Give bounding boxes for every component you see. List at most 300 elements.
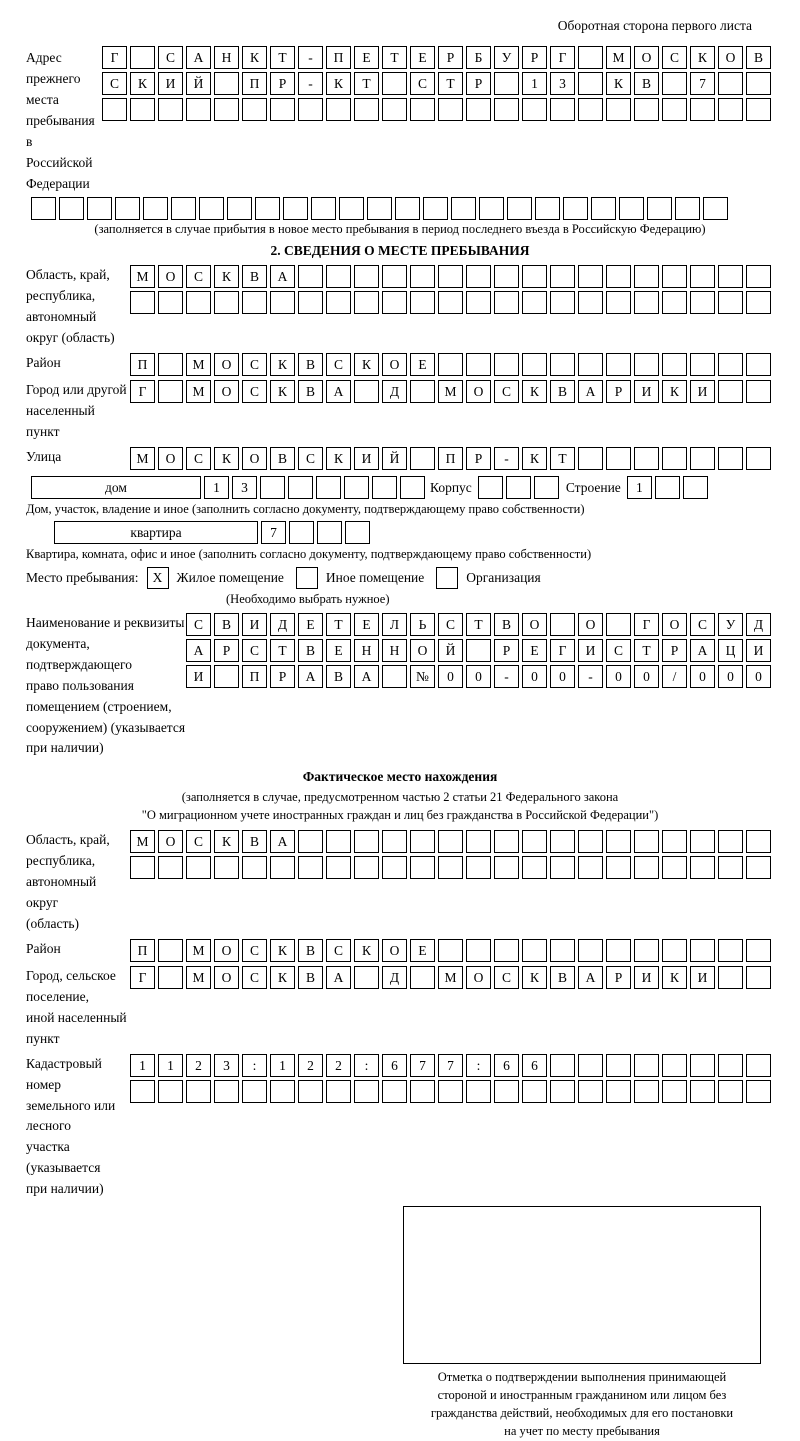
form-cell[interactable] [534, 476, 559, 499]
form-cell[interactable]: Т [270, 46, 295, 69]
form-cell[interactable]: А [578, 966, 603, 989]
form-cell[interactable] [494, 1080, 519, 1103]
form-cell[interactable]: П [242, 72, 267, 95]
form-cell[interactable]: К [130, 72, 155, 95]
form-cell[interactable] [130, 291, 155, 314]
previous-address-row-1[interactable] [102, 46, 774, 69]
form-cell[interactable]: К [662, 380, 687, 403]
form-cell[interactable]: М [438, 380, 463, 403]
form-cell[interactable] [298, 856, 323, 879]
form-cell[interactable]: Г [102, 46, 127, 69]
stay-district-row-1[interactable] [130, 353, 774, 376]
form-cell[interactable]: Р [466, 447, 491, 470]
form-cell[interactable] [746, 1054, 771, 1077]
form-cell[interactable]: Т [438, 72, 463, 95]
form-cell[interactable]: 0 [438, 665, 463, 688]
form-cell[interactable] [550, 1054, 575, 1077]
form-cell[interactable] [606, 856, 631, 879]
form-cell[interactable]: 6 [494, 1054, 519, 1077]
form-cell[interactable] [410, 265, 435, 288]
form-cell[interactable] [466, 856, 491, 879]
form-cell[interactable]: К [522, 966, 547, 989]
form-cell[interactable]: С [326, 353, 351, 376]
form-cell[interactable] [550, 291, 575, 314]
form-cell[interactable] [690, 1054, 715, 1077]
form-cell[interactable]: И [634, 966, 659, 989]
korpus-cells[interactable] [478, 476, 562, 499]
ownership-doc-row-1[interactable] [186, 613, 774, 636]
form-cell[interactable]: С [326, 939, 351, 962]
form-cell[interactable] [158, 966, 183, 989]
form-cell[interactable] [718, 1080, 743, 1103]
form-cell[interactable]: Р [522, 46, 547, 69]
form-cell[interactable] [690, 447, 715, 470]
form-cell[interactable] [606, 291, 631, 314]
form-cell[interactable] [550, 613, 575, 636]
form-cell[interactable]: Ц [718, 639, 743, 662]
form-cell[interactable] [199, 197, 224, 220]
form-cell[interactable]: 7 [690, 72, 715, 95]
form-cell[interactable] [242, 98, 267, 121]
form-cell[interactable]: О [158, 830, 183, 853]
form-cell[interactable]: К [354, 939, 379, 962]
form-cell[interactable] [270, 1080, 295, 1103]
form-cell[interactable]: У [718, 613, 743, 636]
form-cell[interactable] [578, 830, 603, 853]
house-cells[interactable] [204, 476, 428, 499]
form-cell[interactable]: В [298, 939, 323, 962]
form-cell[interactable] [634, 1054, 659, 1077]
form-cell[interactable] [522, 98, 547, 121]
form-cell[interactable]: Д [270, 613, 295, 636]
form-cell[interactable]: Г [130, 380, 155, 403]
form-cell[interactable]: 7 [261, 521, 286, 544]
form-cell[interactable] [130, 98, 155, 121]
form-cell[interactable]: К [522, 447, 547, 470]
form-cell[interactable] [662, 447, 687, 470]
form-cell[interactable]: Р [606, 966, 631, 989]
form-cell[interactable] [438, 98, 463, 121]
form-cell[interactable] [367, 197, 392, 220]
form-cell[interactable] [326, 98, 351, 121]
form-cell[interactable]: Н [382, 639, 407, 662]
form-cell[interactable] [606, 353, 631, 376]
form-cell[interactable] [634, 265, 659, 288]
form-cell[interactable]: К [690, 46, 715, 69]
form-cell[interactable]: В [550, 966, 575, 989]
form-cell[interactable]: 1 [627, 476, 652, 499]
form-cell[interactable] [410, 291, 435, 314]
form-cell[interactable] [655, 476, 680, 499]
form-cell[interactable] [214, 98, 239, 121]
form-cell[interactable]: О [158, 265, 183, 288]
form-cell[interactable] [283, 197, 308, 220]
form-cell[interactable] [382, 1080, 407, 1103]
form-cell[interactable] [746, 939, 771, 962]
form-cell[interactable] [606, 265, 631, 288]
form-cell[interactable] [662, 265, 687, 288]
form-cell[interactable] [494, 830, 519, 853]
form-cell[interactable] [410, 856, 435, 879]
form-cell[interactable] [311, 197, 336, 220]
form-cell[interactable] [354, 856, 379, 879]
form-cell[interactable]: Е [354, 46, 379, 69]
form-cell[interactable] [578, 353, 603, 376]
form-cell[interactable] [550, 98, 575, 121]
form-cell[interactable]: К [270, 353, 295, 376]
form-cell[interactable]: С [186, 830, 211, 853]
form-cell[interactable] [316, 476, 341, 499]
form-cell[interactable] [354, 830, 379, 853]
form-cell[interactable] [186, 98, 211, 121]
form-cell[interactable] [606, 1054, 631, 1077]
form-cell[interactable]: И [578, 639, 603, 662]
form-cell[interactable] [438, 353, 463, 376]
form-cell[interactable] [746, 380, 771, 403]
form-cell[interactable]: 7 [438, 1054, 463, 1077]
form-cell[interactable] [494, 291, 519, 314]
form-cell[interactable] [344, 476, 369, 499]
form-cell[interactable]: О [214, 353, 239, 376]
form-cell[interactable] [255, 197, 280, 220]
form-cell[interactable]: О [158, 447, 183, 470]
form-cell[interactable] [354, 380, 379, 403]
form-cell[interactable] [507, 197, 532, 220]
form-cell[interactable] [718, 856, 743, 879]
actual-region-row-2[interactable] [130, 856, 774, 879]
form-cell[interactable]: О [214, 939, 239, 962]
form-cell[interactable] [410, 830, 435, 853]
form-cell[interactable]: 1 [158, 1054, 183, 1077]
form-cell[interactable]: О [522, 613, 547, 636]
form-cell[interactable] [522, 353, 547, 376]
form-cell[interactable] [578, 447, 603, 470]
checkbox-other-premises[interactable] [296, 567, 318, 589]
form-cell[interactable] [506, 476, 531, 499]
form-cell[interactable]: 0 [718, 665, 743, 688]
form-cell[interactable] [662, 856, 687, 879]
form-cell[interactable]: Н [214, 46, 239, 69]
form-cell[interactable] [578, 265, 603, 288]
form-cell[interactable]: К [214, 830, 239, 853]
form-cell[interactable] [494, 265, 519, 288]
form-cell[interactable]: : [354, 1054, 379, 1077]
form-cell[interactable] [746, 353, 771, 376]
form-cell[interactable]: 0 [634, 665, 659, 688]
form-cell[interactable] [345, 521, 370, 544]
form-cell[interactable]: М [130, 265, 155, 288]
form-cell[interactable] [494, 939, 519, 962]
form-cell[interactable] [382, 265, 407, 288]
form-cell[interactable] [214, 291, 239, 314]
form-cell[interactable] [662, 353, 687, 376]
form-cell[interactable]: В [494, 613, 519, 636]
form-cell[interactable]: Е [326, 639, 351, 662]
form-cell[interactable] [522, 856, 547, 879]
form-cell[interactable] [634, 1080, 659, 1103]
form-cell[interactable] [438, 856, 463, 879]
form-cell[interactable] [410, 380, 435, 403]
form-cell[interactable] [298, 1080, 323, 1103]
form-cell[interactable]: 0 [522, 665, 547, 688]
form-cell[interactable]: М [130, 447, 155, 470]
form-cell[interactable] [718, 1054, 743, 1077]
previous-address-row-4[interactable] [31, 197, 774, 220]
form-cell[interactable] [354, 291, 379, 314]
form-cell[interactable]: А [298, 665, 323, 688]
form-cell[interactable]: : [242, 1054, 267, 1077]
form-cell[interactable] [438, 830, 463, 853]
form-cell[interactable]: А [186, 46, 211, 69]
form-cell[interactable] [634, 939, 659, 962]
form-cell[interactable]: И [690, 966, 715, 989]
form-cell[interactable] [494, 856, 519, 879]
form-cell[interactable] [718, 353, 743, 376]
form-cell[interactable] [718, 380, 743, 403]
form-cell[interactable]: О [410, 639, 435, 662]
form-cell[interactable]: Р [662, 639, 687, 662]
form-cell[interactable] [522, 1080, 547, 1103]
form-cell[interactable] [746, 265, 771, 288]
form-cell[interactable] [494, 353, 519, 376]
form-cell[interactable]: К [522, 380, 547, 403]
form-cell[interactable]: С [242, 966, 267, 989]
form-cell[interactable]: С [158, 46, 183, 69]
form-cell[interactable]: 7 [410, 1054, 435, 1077]
form-cell[interactable] [158, 1080, 183, 1103]
form-cell[interactable]: Й [438, 639, 463, 662]
form-cell[interactable]: И [186, 665, 211, 688]
form-cell[interactable] [186, 291, 211, 314]
form-cell[interactable]: 1 [130, 1054, 155, 1077]
form-cell[interactable] [662, 1054, 687, 1077]
form-cell[interactable] [522, 830, 547, 853]
form-cell[interactable] [522, 291, 547, 314]
form-cell[interactable]: Т [270, 639, 295, 662]
form-cell[interactable] [382, 830, 407, 853]
form-cell[interactable]: С [662, 46, 687, 69]
form-cell[interactable] [382, 856, 407, 879]
form-cell[interactable] [634, 291, 659, 314]
form-cell[interactable] [718, 966, 743, 989]
form-cell[interactable]: С [494, 380, 519, 403]
form-cell[interactable]: 0 [606, 665, 631, 688]
form-cell[interactable]: Е [410, 939, 435, 962]
form-cell[interactable] [410, 966, 435, 989]
form-cell[interactable] [563, 197, 588, 220]
form-cell[interactable]: О [578, 613, 603, 636]
form-cell[interactable] [466, 1080, 491, 1103]
form-cell[interactable] [326, 291, 351, 314]
form-cell[interactable]: 1 [270, 1054, 295, 1077]
form-cell[interactable]: Е [410, 46, 435, 69]
form-cell[interactable] [690, 98, 715, 121]
form-cell[interactable]: 3 [232, 476, 257, 499]
form-cell[interactable] [718, 939, 743, 962]
form-cell[interactable]: Й [186, 72, 211, 95]
form-cell[interactable] [298, 265, 323, 288]
form-cell[interactable]: О [466, 966, 491, 989]
form-cell[interactable] [606, 447, 631, 470]
form-cell[interactable]: Т [466, 613, 491, 636]
form-cell[interactable] [158, 856, 183, 879]
form-cell[interactable] [242, 1080, 267, 1103]
stroenie-cells[interactable] [627, 476, 711, 499]
form-cell[interactable]: К [326, 447, 351, 470]
form-cell[interactable] [690, 830, 715, 853]
form-cell[interactable]: 2 [298, 1054, 323, 1077]
form-cell[interactable] [130, 856, 155, 879]
form-cell[interactable]: С [242, 380, 267, 403]
stay-street-row-1[interactable] [130, 447, 774, 470]
form-cell[interactable] [466, 353, 491, 376]
form-cell[interactable]: М [438, 966, 463, 989]
form-cell[interactable] [171, 197, 196, 220]
form-cell[interactable] [550, 353, 575, 376]
form-cell[interactable] [102, 98, 127, 121]
form-cell[interactable] [746, 72, 771, 95]
form-cell[interactable]: С [606, 639, 631, 662]
ownership-doc-row-3[interactable] [186, 665, 774, 688]
form-cell[interactable] [578, 1080, 603, 1103]
form-cell[interactable]: А [326, 380, 351, 403]
form-cell[interactable]: 2 [326, 1054, 351, 1077]
form-cell[interactable] [410, 1080, 435, 1103]
form-cell[interactable] [550, 939, 575, 962]
form-cell[interactable]: Р [606, 380, 631, 403]
form-cell[interactable] [382, 98, 407, 121]
form-cell[interactable] [494, 98, 519, 121]
form-cell[interactable]: № [410, 665, 435, 688]
form-cell[interactable]: В [214, 613, 239, 636]
form-cell[interactable]: О [466, 380, 491, 403]
form-cell[interactable]: Т [354, 72, 379, 95]
form-cell[interactable]: Г [550, 46, 575, 69]
form-cell[interactable]: / [662, 665, 687, 688]
form-cell[interactable] [494, 72, 519, 95]
form-cell[interactable] [466, 98, 491, 121]
form-cell[interactable]: В [298, 639, 323, 662]
form-cell[interactable] [522, 265, 547, 288]
form-cell[interactable]: И [690, 380, 715, 403]
form-cell[interactable] [578, 46, 603, 69]
form-cell[interactable]: К [326, 72, 351, 95]
form-cell[interactable] [578, 72, 603, 95]
form-cell[interactable]: Р [494, 639, 519, 662]
form-cell[interactable] [746, 1080, 771, 1103]
form-cell[interactable]: Т [634, 639, 659, 662]
stamp-box[interactable] [403, 1206, 761, 1364]
form-cell[interactable]: - [578, 665, 603, 688]
form-cell[interactable]: О [662, 613, 687, 636]
form-cell[interactable] [410, 447, 435, 470]
form-cell[interactable]: И [746, 639, 771, 662]
form-cell[interactable] [662, 830, 687, 853]
form-cell[interactable] [298, 291, 323, 314]
form-cell[interactable] [382, 291, 407, 314]
form-cell[interactable] [690, 265, 715, 288]
form-cell[interactable] [535, 197, 560, 220]
form-cell[interactable] [690, 856, 715, 879]
form-cell[interactable]: К [270, 380, 295, 403]
form-cell[interactable]: В [298, 966, 323, 989]
form-cell[interactable]: 3 [214, 1054, 239, 1077]
form-cell[interactable]: А [270, 265, 295, 288]
form-cell[interactable] [634, 856, 659, 879]
form-cell[interactable] [270, 291, 295, 314]
form-cell[interactable] [143, 197, 168, 220]
form-cell[interactable]: П [242, 665, 267, 688]
previous-address-row-2[interactable] [102, 72, 774, 95]
form-cell[interactable] [339, 197, 364, 220]
form-cell[interactable] [746, 98, 771, 121]
form-cell[interactable] [606, 830, 631, 853]
form-cell[interactable]: М [606, 46, 631, 69]
form-cell[interactable]: С [242, 939, 267, 962]
form-cell[interactable] [634, 447, 659, 470]
form-cell[interactable] [270, 856, 295, 879]
form-cell[interactable]: П [438, 447, 463, 470]
form-cell[interactable]: В [746, 46, 771, 69]
form-cell[interactable]: С [102, 72, 127, 95]
cadastral-row-1[interactable] [130, 1054, 774, 1077]
form-cell[interactable] [591, 197, 616, 220]
form-cell[interactable] [683, 476, 708, 499]
form-cell[interactable]: : [466, 1054, 491, 1077]
form-cell[interactable]: М [186, 966, 211, 989]
form-cell[interactable] [466, 939, 491, 962]
form-cell[interactable]: С [186, 265, 211, 288]
form-cell[interactable] [746, 291, 771, 314]
form-cell[interactable]: Р [270, 665, 295, 688]
form-cell[interactable] [690, 1080, 715, 1103]
previous-address-row-3[interactable] [102, 98, 774, 121]
form-cell[interactable] [130, 46, 155, 69]
form-cell[interactable] [619, 197, 644, 220]
form-cell[interactable]: М [186, 380, 211, 403]
form-cell[interactable]: В [242, 265, 267, 288]
form-cell[interactable]: О [214, 966, 239, 989]
form-cell[interactable] [354, 265, 379, 288]
form-cell[interactable]: О [382, 939, 407, 962]
form-cell[interactable]: - [298, 72, 323, 95]
form-cell[interactable] [606, 939, 631, 962]
form-cell[interactable] [690, 353, 715, 376]
ownership-doc-row-2[interactable] [186, 639, 774, 662]
form-cell[interactable] [634, 98, 659, 121]
form-cell[interactable] [746, 966, 771, 989]
form-cell[interactable] [550, 830, 575, 853]
form-cell[interactable]: С [242, 353, 267, 376]
form-cell[interactable] [578, 291, 603, 314]
form-cell[interactable] [662, 939, 687, 962]
form-cell[interactable] [466, 830, 491, 853]
form-cell[interactable] [227, 197, 252, 220]
form-cell[interactable] [690, 291, 715, 314]
form-cell[interactable] [478, 476, 503, 499]
form-cell[interactable] [550, 1080, 575, 1103]
form-cell[interactable]: В [298, 353, 323, 376]
form-cell[interactable] [746, 830, 771, 853]
form-cell[interactable]: Т [326, 613, 351, 636]
form-cell[interactable] [662, 72, 687, 95]
form-cell[interactable]: С [410, 72, 435, 95]
form-cell[interactable]: П [130, 939, 155, 962]
actual-region-row-1[interactable] [130, 830, 774, 853]
form-cell[interactable]: М [186, 353, 211, 376]
form-cell[interactable]: Н [354, 639, 379, 662]
form-cell[interactable] [31, 197, 56, 220]
